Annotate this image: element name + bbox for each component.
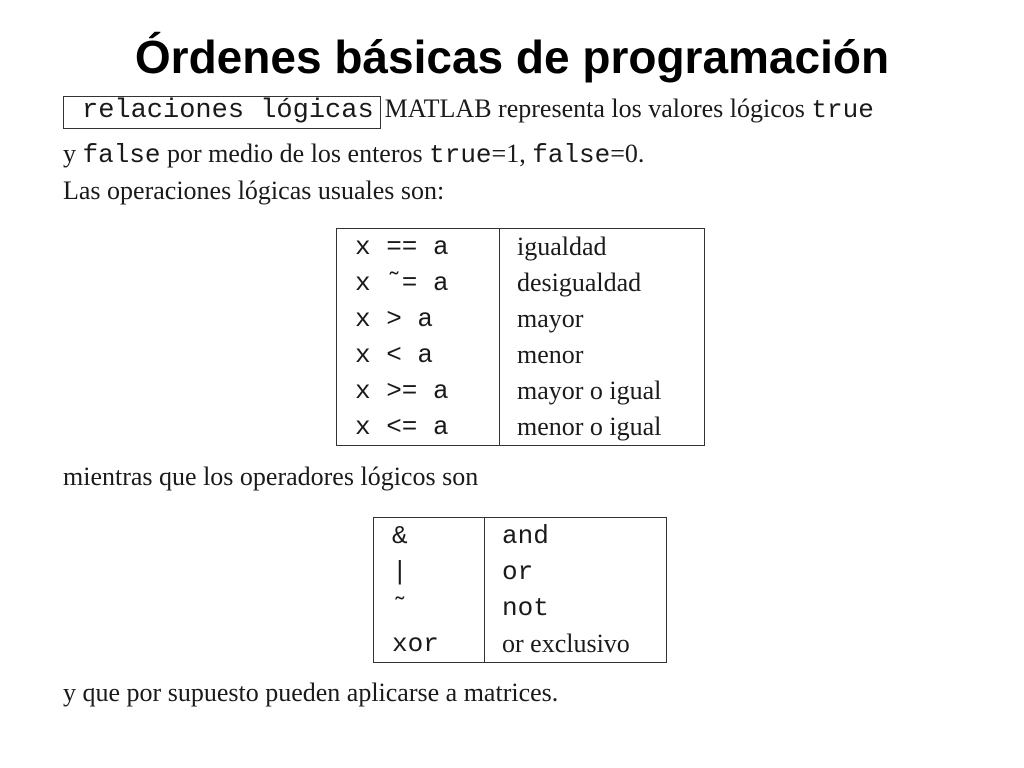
closing-text: y que por supuesto pueden aplicarse a matrices. [63,678,559,707]
operator-cell: ˜ [374,590,485,626]
code-false: false [82,140,161,170]
meaning-cell: or [502,557,534,587]
logical-operator-row [374,554,667,590]
operator-cell: x ˜= a [337,265,500,301]
relational-operator-row [337,265,705,301]
intro-eq-2: =0. [610,139,645,168]
meaning-cell: desigualdad [517,268,642,297]
intro-text-1: MATLAB representa los valores lógicos [384,94,812,123]
meaning-cell: not [502,593,549,623]
relational-operator-row [337,301,705,337]
operator-cell: x >= a [337,373,500,409]
operator-cell: x > a [337,301,500,337]
operator-cell: xor [374,626,485,663]
intro-line-2 [63,141,644,168]
meaning-cell: menor o igual [517,412,662,441]
logical-operators-body [374,518,667,663]
operator-cell: & [374,518,485,555]
relational-operator-row [337,373,705,409]
intro-y: y [63,139,83,168]
meaning-cell: mayor o igual [517,376,662,405]
meaning-cell: menor [517,340,584,369]
operator-cell: x == a [337,229,500,266]
logical-operator-row [374,590,667,626]
intro-text-2: por medio de los enteros [160,139,430,168]
relational-operator-row [337,409,705,446]
code-false-2: false [532,140,611,170]
meaning-cell: or exclusivo [502,629,630,658]
logical-operator-row [374,518,667,555]
meaning-cell: mayor [517,304,584,333]
intro-line-1 [63,96,874,129]
meaning-cell: igualdad [517,232,607,261]
relational-operators-table [336,228,705,446]
code-true: true [811,95,874,125]
operator-cell: x <= a [337,409,500,446]
operator-cell: | [374,554,485,590]
intro-line-3: Las operaciones lógicas usuales son: [63,176,445,205]
logical-operators-table [373,517,667,663]
boxed-term: relaciones lógicas [63,96,381,129]
operator-cell: x < a [337,337,500,373]
relational-operator-row [337,337,705,373]
logical-operator-row [374,626,667,663]
relational-operators-body [337,229,705,446]
meaning-cell: and [502,521,549,551]
code-true-2: true [429,140,492,170]
intro-eq-1: =1, [491,139,533,168]
middle-text: mientras que los operadores lógicos son [63,462,479,491]
relational-operator-row [337,229,705,266]
slide-title: Órdenes básicas de programación [134,31,890,83]
